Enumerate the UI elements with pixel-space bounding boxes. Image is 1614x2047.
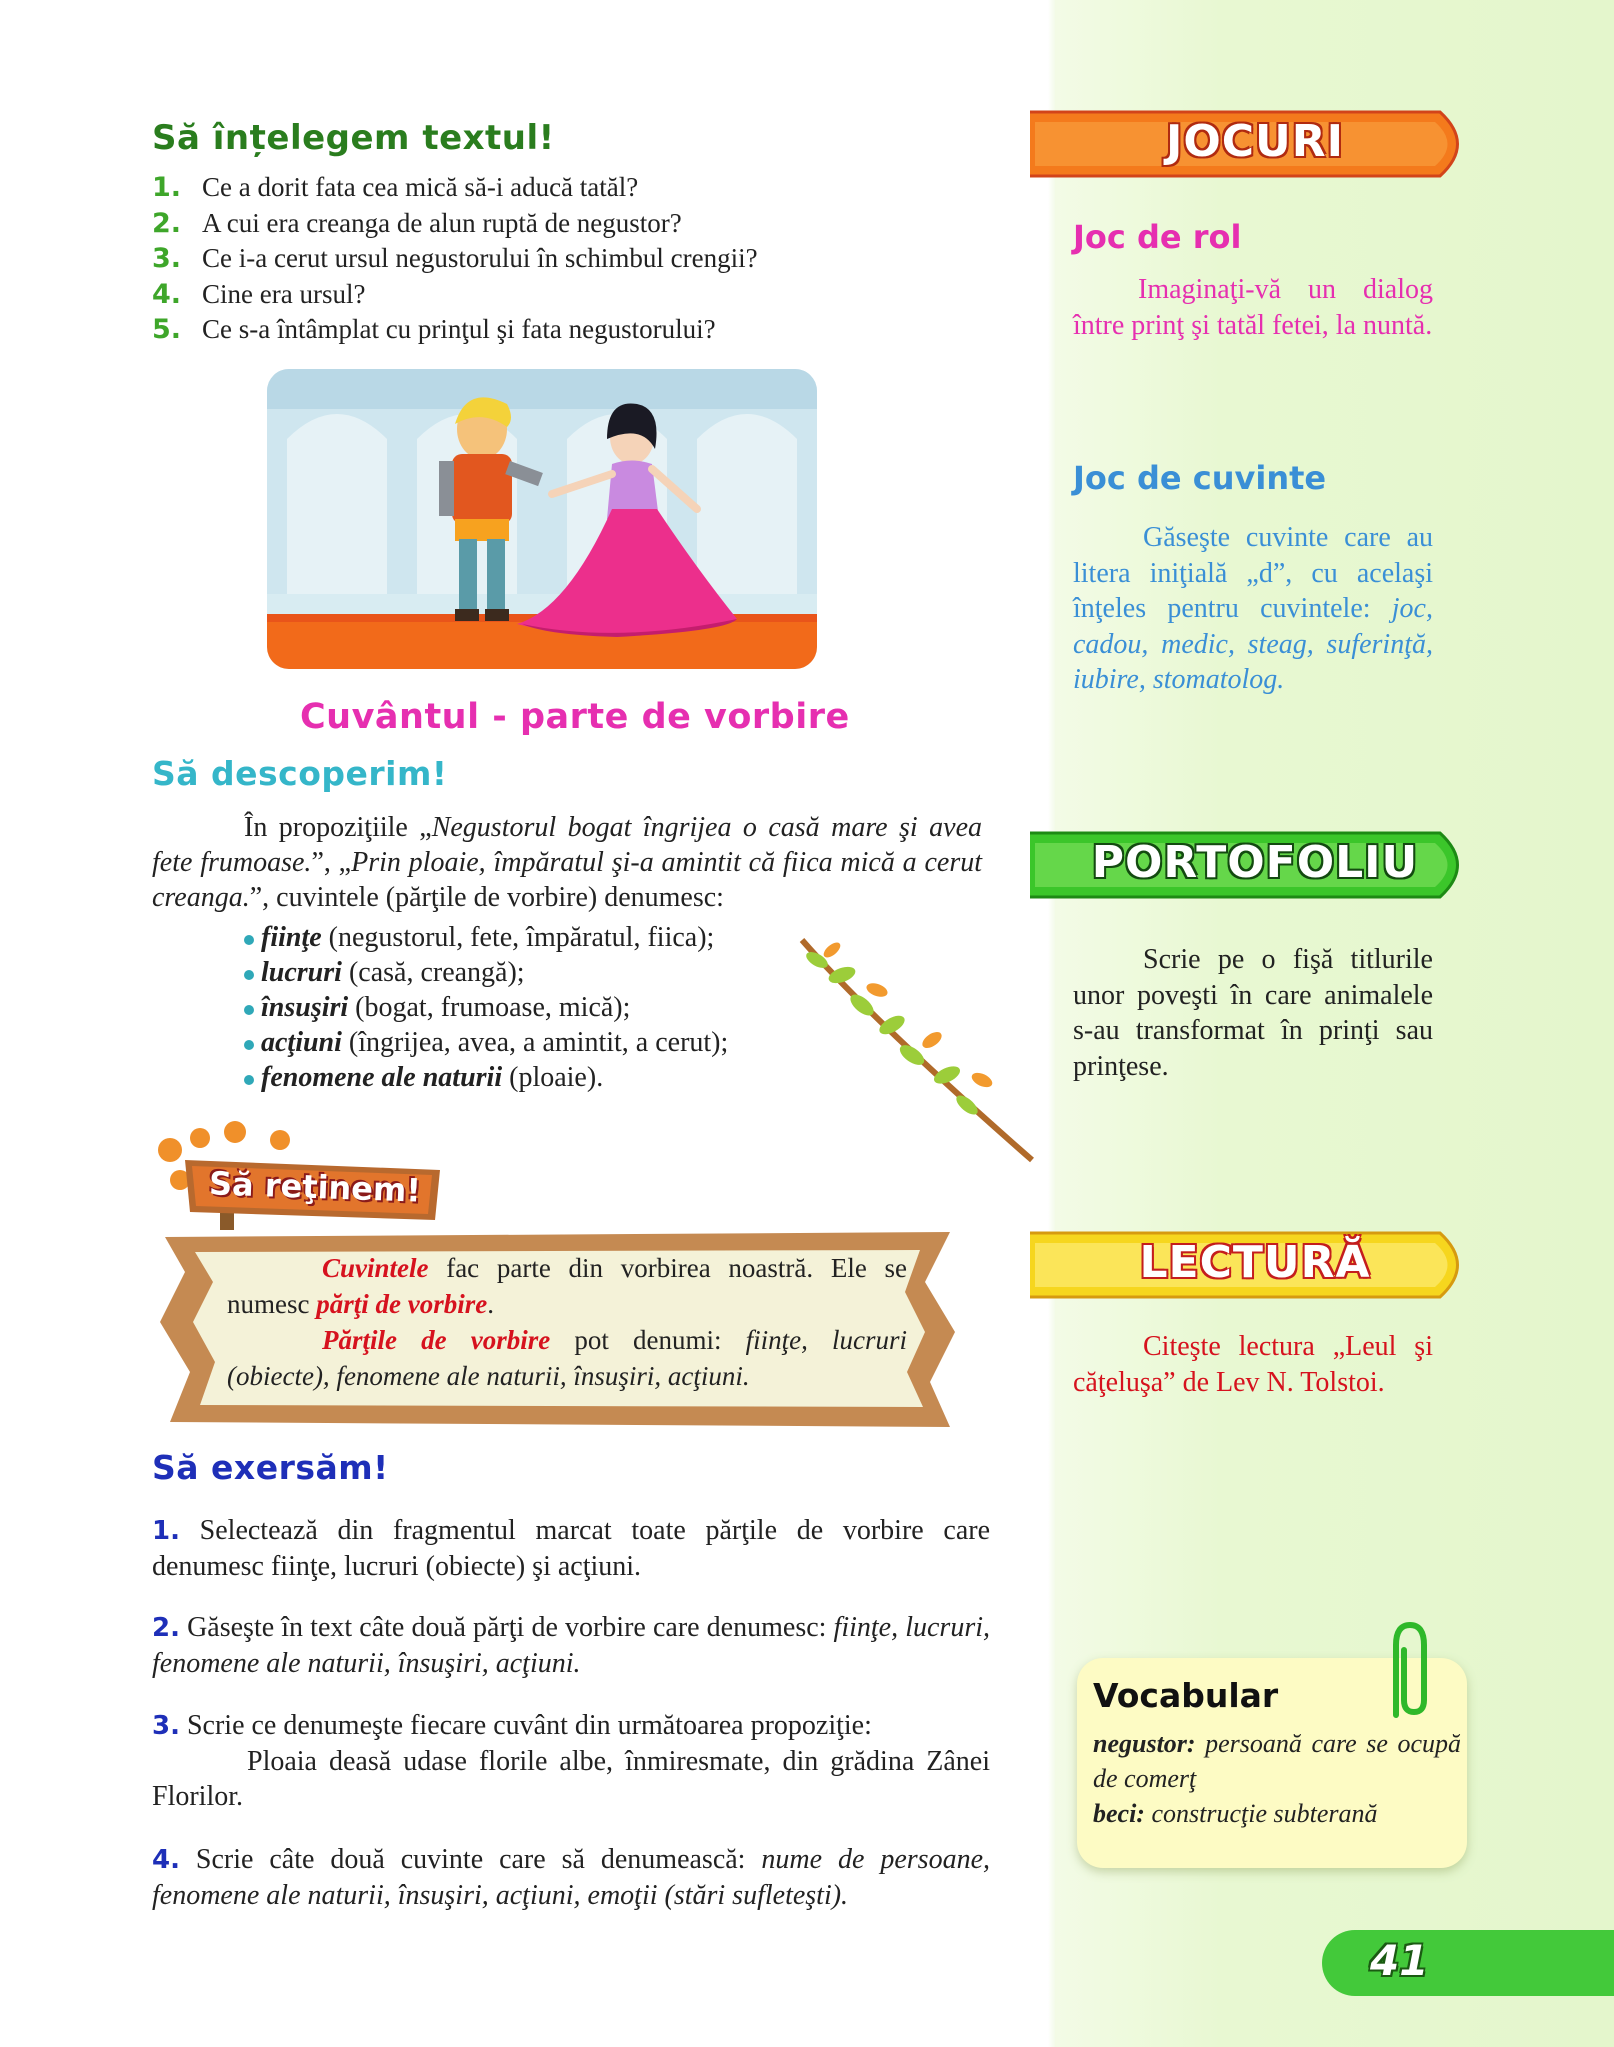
questions-title: Să înțelegem textul!	[152, 118, 555, 158]
list-item: fiinţe (negustorul, fete, împăratul, fiica);	[244, 920, 728, 955]
retinem-title: Să reţinem!	[208, 1164, 422, 1210]
page-number: 41	[1370, 1936, 1429, 1985]
exercises-title: Să exersăm!	[152, 1448, 389, 1487]
jocuri-banner	[1030, 104, 1480, 184]
question-item: 5. Ce s-a întâmplat cu prinţul şi fata negustorului?	[152, 314, 716, 345]
joc-de-cuvinte-title: Joc de cuvinte	[1073, 459, 1327, 497]
parts-of-speech-list	[244, 920, 728, 1095]
retinem-text: Cuvintele fac parte din vorbirea noastră. Ele se numesc părţi de vorbire. Părţile de vorbire pot denumi: fiinţe, lucruri (obiecte), fenomene ale naturii, însuşiri, acţiuni.	[227, 1253, 907, 1391]
exercise-4: 4. Scrie câte două cuvinte care să denumească: nume de persoane, fenomene ale naturii, însuşiri, acţiuni, emoţii (stări sufleteşti).	[152, 1844, 990, 1911]
question-item: 3. Ce i-a cerut ursul negustorului în schimbul crengii?	[152, 243, 758, 274]
jocuri-label: JOCURI	[1165, 116, 1345, 167]
discover-title: Să descoperim!	[152, 754, 448, 793]
hazel-branch-illustration	[782, 930, 1052, 1180]
question-item: 4. Cine era ursul?	[152, 278, 366, 310]
bullet-icon	[244, 1075, 254, 1085]
list-item: lucruri (casă, creangă);	[244, 955, 728, 990]
joc-de-rol-title: Joc de rol	[1073, 218, 1242, 256]
question-item: 2. A cui era creanga de alun ruptă de negustor?	[152, 207, 682, 239]
paperclip-icon	[1378, 1620, 1438, 1720]
exercise-2: 2. Găseşte în text câte două părţi de vorbire care denumesc: fiinţe, lucruri, fenomene ale naturii, însuşiri, acţiuni.	[152, 1612, 990, 1679]
list-item: fenomene ale naturii (ploaie).	[244, 1060, 728, 1095]
lectura-text: Citeşte lectura „Leul şi căţeluşa” de Lev N. Tolstoi.	[1073, 1331, 1433, 1398]
exercise-3: 3. Scrie ce denumeşte fiecare cuvânt din următoarea propoziţie: Ploaia deasă udase florile albe, înmiresmate, din grădina Zânei Florilor.	[152, 1710, 990, 1812]
bullet-icon	[244, 1005, 254, 1015]
lectura-banner	[1030, 1225, 1480, 1305]
list-item: însuşiri (bogat, frumoase, mică);	[244, 990, 728, 1025]
joc-de-cuvinte-text: Găseşte cuvinte care au litera iniţială „d”, cu acelaşi înţeles pentru cuvintele: joc, cadou, medic, steag, suferinţă, iubire, stomatolog.	[1073, 522, 1433, 695]
joc-de-rol-text: Imaginaţi-vă un dialog între prinţ şi tatăl fetei, la nuntă.	[1073, 274, 1433, 341]
intro-paragraph: În propoziţiile „Negustorul bogat îngrijea o casă mare şi avea fete frumoase.”, „Prin ploaie, împăratul şi-a amintit că fiica mică a cerut creanga.”, cuvintele (părţile de vorbire) denumesc:	[152, 812, 982, 913]
bullet-icon	[244, 935, 254, 945]
list-item: acţiuni (îngrijea, avea, a amintit, a cerut);	[244, 1025, 728, 1060]
page-number-tab	[1322, 1930, 1614, 1996]
retinem-sign	[150, 1120, 450, 1230]
portofoliu-banner	[1030, 825, 1480, 905]
dancing-couple-illustration	[267, 369, 817, 669]
section-title: Cuvântul - parte de vorbire	[300, 697, 850, 737]
portofoliu-text: Scrie pe o fişă titlurile unor poveşti în care animalele s-au transformat în prinţi sau prinţese.	[1073, 944, 1433, 1082]
bullet-icon	[244, 1040, 254, 1050]
lectura-label: LECTURĂ	[1139, 1237, 1371, 1288]
exercise-1: 1. Selectează din fragmentul marcat toate părţile de vorbire care denumesc fiinţe, lucruri (obiecte) şi acţiuni.	[152, 1515, 990, 1582]
vocabular-body: negustor: persoană care se ocupă de comerţ beci: construcţie subterană	[1093, 1729, 1461, 1828]
question-item: 1. Ce a dorit fata cea mică să-i aducă tatăl?	[152, 172, 639, 203]
questions-list	[152, 170, 1012, 348]
portofoliu-label: PORTOFOLIU	[1091, 837, 1419, 888]
bullet-icon	[244, 970, 254, 980]
vocabular-title: Vocabular	[1093, 1676, 1279, 1715]
